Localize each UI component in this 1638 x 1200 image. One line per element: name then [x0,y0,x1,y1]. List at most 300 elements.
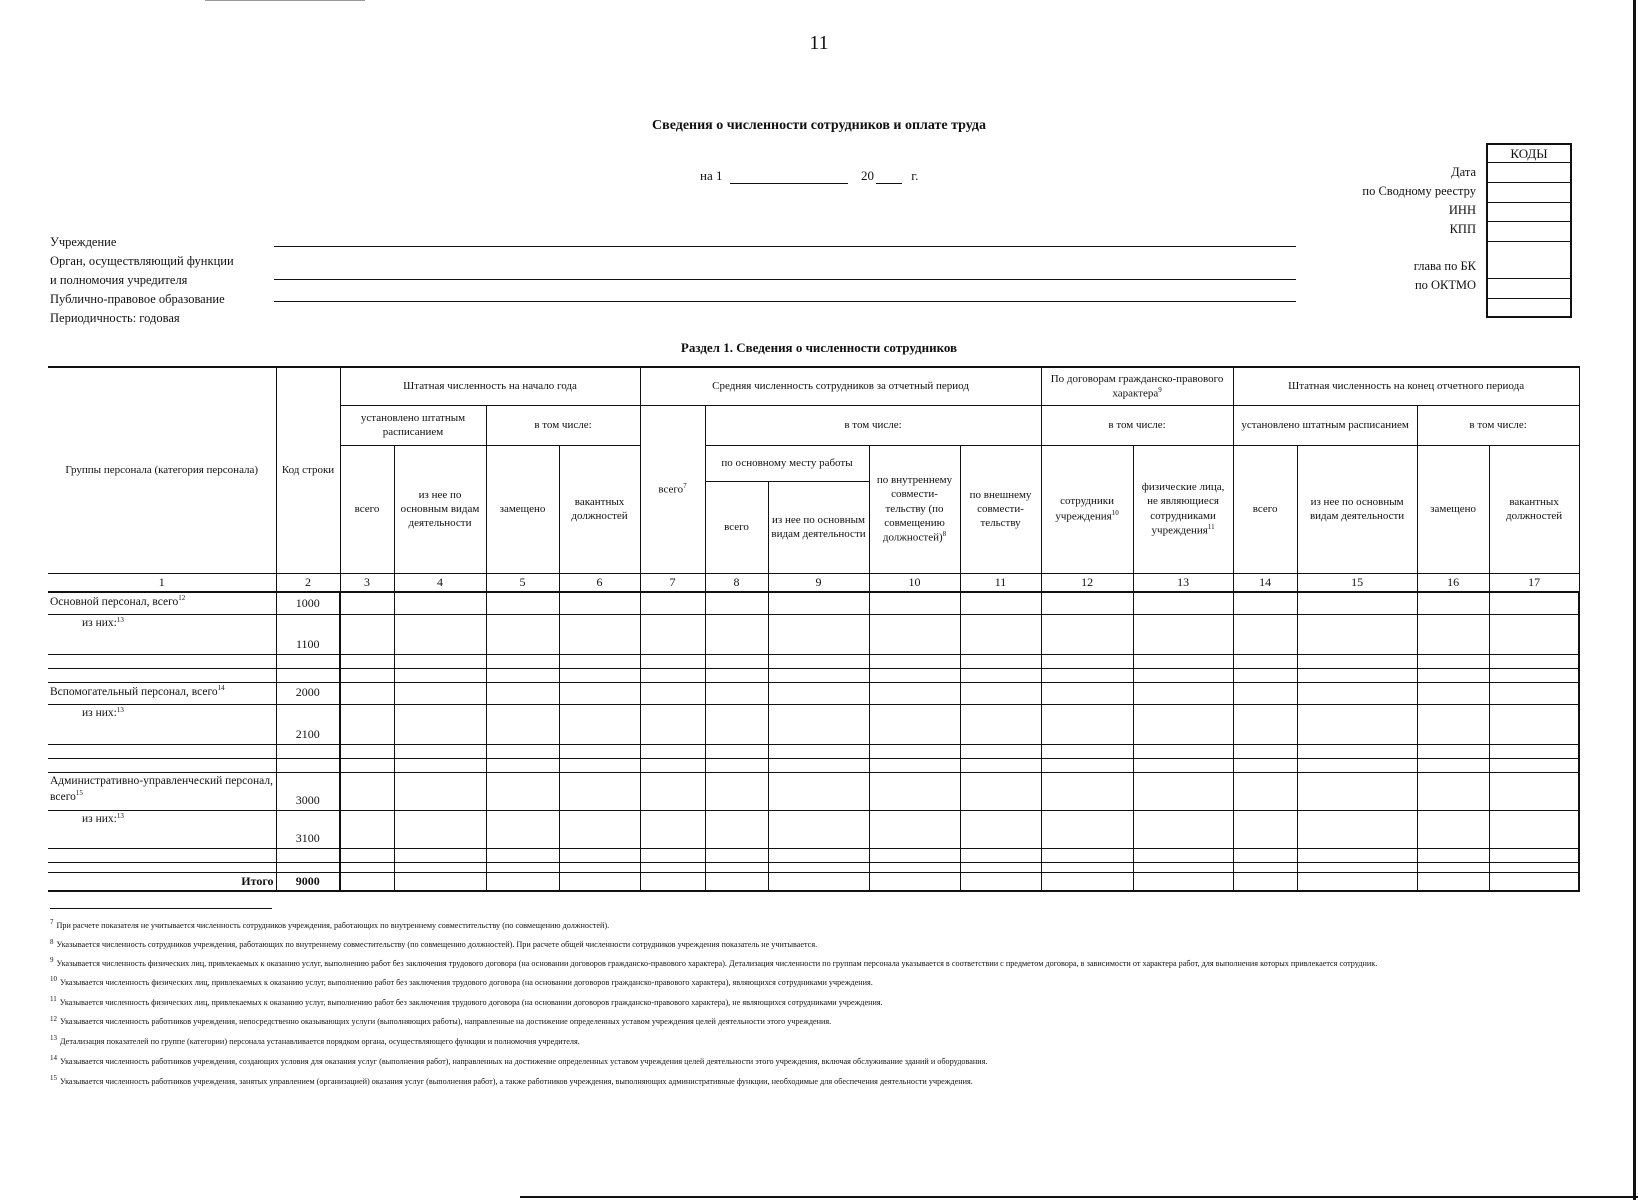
value-cell-col9[interactable] [768,848,869,862]
row-code: 1000 [276,592,340,614]
value-cell-col3[interactable] [340,772,394,810]
value-cell-col12[interactable] [1041,744,1133,758]
value-cell-col12[interactable] [1041,862,1133,872]
col-number-2: 2 [276,573,340,592]
row-blank [48,668,1579,682]
value-cell-col7[interactable] [640,704,705,744]
col-number-3: 3 [340,573,394,592]
header-civil-text: По договорам гражданско-правового характера [1050,372,1224,400]
value-cell-col9[interactable] [768,772,869,810]
value-cell-col7[interactable] [640,654,705,668]
header-code-text: Код строки [281,464,335,477]
value-cell-col4[interactable] [394,668,486,682]
footnote-13 [50,1030,1520,1050]
value-cell-col3[interactable] [340,848,394,862]
value-cell-col12[interactable] [1041,614,1133,654]
value-cell-col8[interactable] [705,872,768,891]
value-cell-col5[interactable] [486,848,559,862]
row-code [276,848,340,862]
header-col17: вакантных должностей [1489,445,1579,573]
value-cell-col3[interactable] [340,744,394,758]
value-cell-col5[interactable] [486,758,559,772]
header-including-end: в том числе: [1417,405,1579,445]
row-blank [48,862,1579,872]
value-cell-col11[interactable] [960,862,1041,872]
value-cell-col15[interactable] [1297,872,1417,891]
value-cell-col7[interactable] [640,592,705,614]
info-label-institution: Учреждение [50,235,117,249]
value-cell-col8[interactable] [705,848,768,862]
value-cell-col4[interactable] [394,614,486,654]
value-cell-col6[interactable] [559,862,640,872]
value-cell-col15[interactable] [1297,772,1417,810]
value-cell-col11[interactable] [960,614,1041,654]
value-cell-col9[interactable] [768,682,869,704]
value-cell-col6[interactable] [559,654,640,668]
info-label-founder-1: Орган, осуществляющий функции [50,254,234,268]
footnote-number: 8 [50,937,54,946]
value-cell-col8[interactable] [705,772,768,810]
value-cell-col4[interactable] [394,592,486,614]
value-cell-col5[interactable] [486,592,559,614]
value-cell-col10[interactable] [869,668,960,682]
value-cell-col7[interactable] [640,848,705,862]
value-cell-col14[interactable] [1233,848,1297,862]
public-entity-field[interactable] [274,301,1296,302]
value-cell-col6[interactable] [559,758,640,772]
value-cell-col17[interactable] [1489,744,1579,758]
code-bk-field[interactable] [1488,242,1570,279]
info-label-periodicity: Периодичность: годовая [50,311,180,325]
value-cell-col15[interactable] [1297,848,1417,862]
value-cell-col15[interactable] [1297,810,1417,848]
footnote-12 [50,1011,1520,1031]
value-cell-col7[interactable] [640,872,705,891]
value-cell-col13[interactable] [1133,872,1233,891]
value-cell-col11[interactable] [960,744,1041,758]
footnote-ref: 14 [217,683,225,692]
value-cell-col16[interactable] [1417,592,1489,614]
value-cell-col6[interactable] [559,682,640,704]
value-cell-col3[interactable] [340,614,394,654]
col-number-6: 6 [559,573,640,592]
footnote-number: 11 [50,994,57,1003]
header-code [276,367,340,573]
row-label-text: из них: [82,617,117,630]
codes-header: КОДЫ [1488,145,1570,163]
value-cell-col11[interactable] [960,848,1041,862]
code-registry-field[interactable] [1488,183,1570,203]
value-cell-col4[interactable] [394,654,486,668]
value-cell-col9[interactable] [768,744,869,758]
value-cell-col16[interactable] [1417,654,1489,668]
value-cell-col10[interactable] [869,862,960,872]
value-cell-col10[interactable] [869,614,960,654]
value-cell-col13[interactable] [1133,772,1233,810]
value-cell-col3[interactable] [340,872,394,891]
code-inn-field[interactable] [1488,203,1570,222]
row-r1100 [48,614,1579,654]
value-cell-col5[interactable] [486,862,559,872]
value-cell-col16[interactable] [1417,862,1489,872]
footnote-ref: 13 [116,705,124,714]
value-cell-col12[interactable] [1041,848,1133,862]
row-code: 3000 [276,772,340,810]
value-cell-col12[interactable] [1041,682,1133,704]
code-oktmo-field[interactable] [1488,279,1570,299]
footnote-number: 14 [50,1054,57,1063]
value-cell-col4[interactable] [394,862,486,872]
value-cell-col4[interactable] [394,744,486,758]
footnote-ref: 15 [75,788,83,797]
header-col15: из нее по основным видам деятельности [1297,445,1417,573]
value-cell-col17[interactable] [1489,614,1579,654]
row-label [48,682,276,704]
row-label-text: Административно-управленческий персонал, всего [50,774,273,803]
value-cell-col14[interactable] [1233,862,1297,872]
value-cell-col17[interactable] [1489,810,1579,848]
value-cell-col6[interactable] [559,614,640,654]
date-year-field[interactable] [876,171,902,184]
header-average: Средняя численность сотрудников за отчетный период [640,367,1041,405]
row-code: 9000 [276,872,340,891]
row-r3000 [48,772,1579,810]
value-cell-col6[interactable] [559,592,640,614]
value-cell-col13[interactable] [1133,848,1233,862]
footnote-8 [50,934,1520,954]
institution-field[interactable] [274,246,1296,247]
footnote-7 [50,914,1520,934]
value-cell-col10[interactable] [869,704,960,744]
value-cell-col10[interactable] [869,810,960,848]
value-cell-col6[interactable] [559,772,640,810]
value-cell-col7[interactable] [640,744,705,758]
value-cell-col15[interactable] [1297,758,1417,772]
value-cell-col14[interactable] [1233,758,1297,772]
row-r3100 [48,810,1579,848]
value-cell-col14[interactable] [1233,592,1297,614]
value-cell-col12[interactable] [1041,872,1133,891]
section-title: Раздел 1. Сведения о численности сотрудников [680,340,958,355]
header-col8: всего [705,481,768,573]
value-cell-col11[interactable] [960,704,1041,744]
header-established-start: установлено штатным расписанием [340,405,486,445]
footnote-number: 9 [50,956,54,965]
footnote-ref: 13 [116,811,124,820]
value-cell-col7[interactable] [640,614,705,654]
bottom-rule [520,1196,1638,1198]
value-cell-col4[interactable] [394,704,486,744]
value-cell-col5[interactable] [486,614,559,654]
value-cell-col5[interactable] [486,810,559,848]
value-cell-col4[interactable] [394,810,486,848]
value-cell-col6[interactable] [559,668,640,682]
row-blank [48,758,1579,772]
value-cell-col17[interactable] [1489,592,1579,614]
footnote-number: 12 [50,1014,57,1023]
value-cell-col11[interactable] [960,872,1041,891]
value-cell-col13[interactable] [1133,704,1233,744]
header-col10-text: по внутреннему совмести-тельству (по совмещению должностей) [876,473,953,544]
value-cell-col3[interactable] [340,654,394,668]
value-cell-col8[interactable] [705,704,768,744]
value-cell-col9[interactable] [768,810,869,848]
value-cell-col14[interactable] [1233,668,1297,682]
value-cell-col9[interactable] [768,668,869,682]
value-cell-col5[interactable] [486,668,559,682]
value-cell-col17[interactable] [1489,704,1579,744]
value-cell-col7[interactable] [640,772,705,810]
value-cell-col5[interactable] [486,654,559,668]
col-number-7: 7 [640,573,705,592]
row-label [48,758,276,772]
header-col13 [1133,445,1233,573]
value-cell-col7[interactable] [640,668,705,682]
row-label [48,654,276,668]
footnote-text: Указывается численность работников учреждения, занятых управлением (организацией) оказания услуг (выполнения работ), а также работников учреждения, выполняющих административные функции, необходимые для обеспечения деятельности учреждения. [60,1076,973,1086]
value-cell-col5[interactable] [486,872,559,891]
value-cell-col7[interactable] [640,682,705,704]
value-cell-col11[interactable] [960,668,1041,682]
value-cell-col17[interactable] [1489,848,1579,862]
value-cell-col8[interactable] [705,810,768,848]
value-cell-col15[interactable] [1297,682,1417,704]
code-date-field[interactable] [1488,163,1570,183]
code-label-registry: по Сводному реестру [1362,184,1476,198]
info-labels [50,233,234,328]
value-cell-col15[interactable] [1297,704,1417,744]
value-cell-col9[interactable] [768,758,869,772]
date-year-prefix: 20 [860,168,874,183]
row-label-text: Вспомогательный персонал, всего [50,685,218,698]
value-cell-col17[interactable] [1489,862,1579,872]
value-cell-col13[interactable] [1133,758,1233,772]
value-cell-col9[interactable] [768,614,869,654]
header-col12 [1041,445,1133,573]
value-cell-col6[interactable] [559,704,640,744]
header-end-of-period: Штатная численность на конец отчетного периода [1233,367,1579,405]
header-groups-text: Группы персонала (категория персонала) [65,464,259,477]
row-code: 1100 [276,614,340,654]
value-cell-col5[interactable] [486,744,559,758]
value-cell-col6[interactable] [559,744,640,758]
value-cell-col4[interactable] [394,682,486,704]
header-col14: всего [1233,445,1297,573]
value-cell-col10[interactable] [869,872,960,891]
value-cell-col3[interactable] [340,668,394,682]
value-cell-col8[interactable] [705,682,768,704]
header-col12-text: сотрудники учреждения [1055,495,1115,523]
footnote-text: Указывается численность сотрудников учреждения, работающих по внутреннему совместительству (по совмещению должностей). При расчете общей численности сотрудников учреждения показатель не учитывается. [56,940,818,950]
value-cell-col13[interactable] [1133,682,1233,704]
value-cell-col14[interactable] [1233,704,1297,744]
footnote-15 [50,1070,1520,1090]
value-cell-col13[interactable] [1133,614,1233,654]
row-label [48,592,276,614]
row-label-text: Основной персонал, всего [50,595,179,608]
value-cell-col15[interactable] [1297,592,1417,614]
value-cell-col11[interactable] [960,682,1041,704]
value-cell-col8[interactable] [705,654,768,668]
row-label [48,668,276,682]
value-cell-col5[interactable] [486,704,559,744]
value-cell-col8[interactable] [705,668,768,682]
col-number-10: 10 [869,573,960,592]
value-cell-col10[interactable] [869,744,960,758]
header-groups [48,367,276,573]
value-cell-col5[interactable] [486,682,559,704]
staff-table [48,366,1580,892]
col-number-15: 15 [1297,573,1417,592]
code-label-oktmo: по ОКТМО [1414,278,1476,292]
value-cell-col16[interactable] [1417,810,1489,848]
footnote-number: 15 [50,1073,57,1082]
value-cell-col16[interactable] [1417,744,1489,758]
value-cell-col17[interactable] [1489,772,1579,810]
value-cell-col17[interactable] [1489,668,1579,682]
value-cell-col11[interactable] [960,810,1041,848]
value-cell-col12[interactable] [1041,592,1133,614]
col-number-12: 12 [1041,573,1133,592]
value-cell-col13[interactable] [1133,810,1233,848]
value-cell-col13[interactable] [1133,654,1233,668]
value-cell-col15[interactable] [1297,744,1417,758]
value-cell-col11[interactable] [960,592,1041,614]
value-cell-col8[interactable] [705,592,768,614]
header-civil-contracts [1041,367,1233,405]
value-cell-col14[interactable] [1233,810,1297,848]
page-number: 11 [809,32,829,54]
row-label-text: из них: [82,813,117,826]
value-cell-col10[interactable] [869,654,960,668]
value-cell-col12[interactable] [1041,810,1133,848]
value-cell-col3[interactable] [340,862,394,872]
date-prefix: на 1 [700,168,723,183]
value-cell-col9[interactable] [768,654,869,668]
value-cell-col10[interactable] [869,682,960,704]
value-cell-col16[interactable] [1417,668,1489,682]
value-cell-col12[interactable] [1041,772,1133,810]
scan-mark [205,0,365,1]
value-cell-col10[interactable] [869,772,960,810]
col-number-13: 13 [1133,573,1233,592]
row-code [276,654,340,668]
value-cell-col13[interactable] [1133,592,1233,614]
value-cell-col11[interactable] [960,654,1041,668]
value-cell-col11[interactable] [960,758,1041,772]
value-cell-col7[interactable] [640,758,705,772]
value-cell-col8[interactable] [705,744,768,758]
page-edge [1633,0,1636,1200]
value-cell-col14[interactable] [1233,772,1297,810]
value-cell-col8[interactable] [705,758,768,772]
value-cell-col14[interactable] [1233,872,1297,891]
value-cell-col7[interactable] [640,862,705,872]
value-cell-col16[interactable] [1417,704,1489,744]
value-cell-col16[interactable] [1417,772,1489,810]
value-cell-col10[interactable] [869,758,960,772]
value-cell-col10[interactable] [869,592,960,614]
value-cell-col16[interactable] [1417,848,1489,862]
value-cell-col6[interactable] [559,872,640,891]
value-cell-col7[interactable] [640,810,705,848]
value-cell-col14[interactable] [1233,654,1297,668]
value-cell-col4[interactable] [394,872,486,891]
row-r1000 [48,592,1579,614]
value-cell-col12[interactable] [1041,704,1133,744]
value-cell-col15[interactable] [1297,862,1417,872]
value-cell-col14[interactable] [1233,614,1297,654]
value-cell-col4[interactable] [394,848,486,862]
footnote-number: 13 [50,1034,57,1043]
value-cell-col13[interactable] [1133,862,1233,872]
value-cell-col6[interactable] [559,810,640,848]
value-cell-col17[interactable] [1489,758,1579,772]
value-cell-col4[interactable] [394,758,486,772]
value-cell-col3[interactable] [340,758,394,772]
value-cell-col15[interactable] [1297,614,1417,654]
value-cell-col16[interactable] [1417,758,1489,772]
value-cell-col17[interactable] [1489,654,1579,668]
value-cell-col14[interactable] [1233,682,1297,704]
date-day-month-field[interactable] [730,171,848,184]
value-cell-col11[interactable] [960,772,1041,810]
value-cell-col3[interactable] [340,592,394,614]
document-title: Сведения о численности сотрудников и оплате труда [652,118,986,133]
value-cell-col17[interactable] [1489,872,1579,891]
footnote-ref: 12 [178,594,186,603]
value-cell-col16[interactable] [1417,682,1489,704]
value-cell-col3[interactable] [340,682,394,704]
header-col13-sup: 11 [1207,522,1215,531]
header-avg-total-sup: 7 [683,481,687,490]
value-cell-col17[interactable] [1489,682,1579,704]
value-cell-col6[interactable] [559,848,640,862]
value-cell-col16[interactable] [1417,872,1489,891]
value-cell-col9[interactable] [768,862,869,872]
value-cell-col10[interactable] [869,848,960,862]
code-kpp-field[interactable] [1488,222,1570,242]
value-cell-col5[interactable] [486,772,559,810]
value-cell-col12[interactable] [1041,758,1133,772]
value-cell-col13[interactable] [1133,668,1233,682]
value-cell-col8[interactable] [705,614,768,654]
value-cell-col14[interactable] [1233,744,1297,758]
value-cell-col9[interactable] [768,872,869,891]
code-extra-field[interactable] [1488,299,1570,316]
value-cell-col9[interactable] [768,592,869,614]
col-number-5: 5 [486,573,559,592]
value-cell-col9[interactable] [768,704,869,744]
header-col4: из нее по основным видам деятельности [394,445,486,573]
value-cell-col16[interactable] [1417,614,1489,654]
value-cell-col13[interactable] [1133,744,1233,758]
value-cell-col3[interactable] [340,704,394,744]
value-cell-col8[interactable] [705,862,768,872]
value-cell-col15[interactable] [1297,668,1417,682]
footnote-text: При расчете показателя не учитывается численность сотрудников учреждения, работающих по внутреннему совместительству (по совмещению должностей). [56,920,610,930]
header-col5: замещено [486,445,559,573]
value-cell-col12[interactable] [1041,668,1133,682]
footnote-text: Указывается численность физических лиц, привлекаемых к оказанию услуг, выполнению работ без заключения трудового договора (на основании договоров гражданско-правового характера). Детализация численности по группам персонала указывается в соответствии с предметом договора, в зависимости от характера работ, для выполнения которых привлекается сотрудник. [56,959,1378,969]
row-code [276,862,340,872]
date-suffix: г. [911,168,919,183]
value-cell-col12[interactable] [1041,654,1133,668]
founder-field[interactable] [274,279,1296,280]
value-cell-col3[interactable] [340,810,394,848]
value-cell-col4[interactable] [394,772,486,810]
value-cell-col15[interactable] [1297,654,1417,668]
